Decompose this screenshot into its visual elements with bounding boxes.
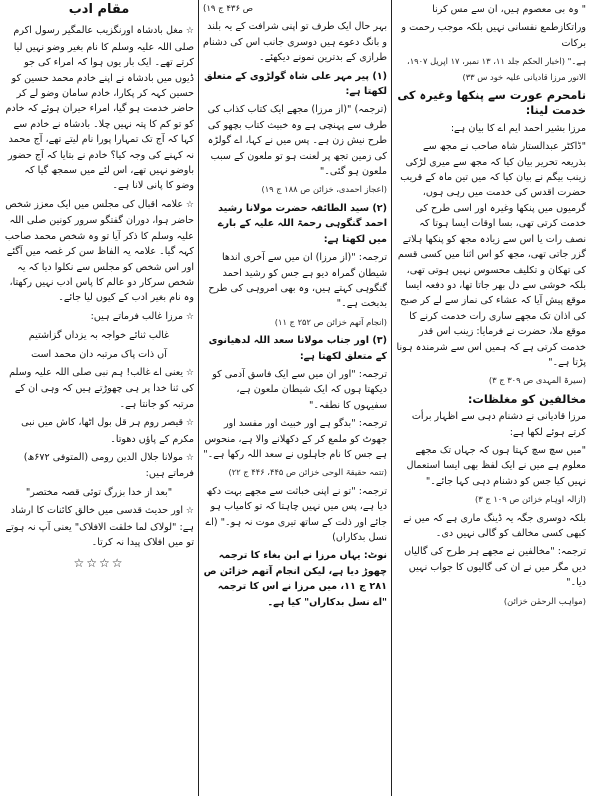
note: نوٹ: یہاں مرزا نے ابن بغاء کا ترجمہ چھوڑ دیا ہے، لیکن انجام آتھم خزائن ص ۲۸۱ ج ۱۱، میں مرزا نے اس کا ترجمہ "اے نسل بدکاراں" کیا ہے۔ <box>203 550 387 608</box>
paragraph: (ترجمہ) "(از مرزا) مجھے ایک کتاب کذاب کی طرف سے پہنچی ہے وہ خبیث کتاب بچھو کی طرح نیش زن ہے۔ پس میں نے کہا، اے گولڑہ کی زمین تجھ پر لعنت ہو تو ملعون کے سبب ملعون ہو گئی۔" <box>207 104 387 178</box>
reference: (اعجاز احمدی، خزائن ص ۱۸۸ ج ۱۹) <box>261 184 387 195</box>
verse-line: "بعد از خدا بزرگ توئی قصہ مختصر" <box>25 486 173 498</box>
decorative-stars: ☆☆☆☆ <box>73 556 125 571</box>
item-text: مرزا غالب فرماتے ہیں: <box>90 310 184 322</box>
section-heading: مخالفین کو مغلظات: <box>467 391 586 406</box>
item-text: علامہ اقبال کی مجلس میں ایک معزز شخص حاضر ہوا، دوران گفتگو سرور کونین صلی اللہ علیہ وسلم کا ذکر آیا تو وہ شخص محمد صاحب کہہ گیا۔ علامہ یہ الفاظ سن کر غصہ میں آگئے اور اس شخص کو مجلس سے نکلوا دیا کہ یہ شخص سرکار دو عالم کا پاس ادب نہیں رکھتا، وہ نام بغیر ادب کے کیوں لیا جائے۔ <box>4 198 194 304</box>
star-icon: ☆ <box>183 199 194 210</box>
verse-line: غالب ثنائے خواجہ بہ یزداں گزاشتیم <box>28 330 170 342</box>
item-text: اور حدیث قدسی میں خالق کائنات کا ارشاد ہے: "لولاک لما خلقت الافلاک" یعنی آپ نہ ہوتے تو میں افلاک پیدا نہ کرتا۔ <box>5 505 194 548</box>
star-icon: ☆ <box>183 418 194 429</box>
item-text: یعنی اے غالب! ہم نبی صلی اللہ علیہ وسلم کی ثنا خدا پر ہی چھوڑتے ہیں کہ وہی ان کے مرتبہ کو جانتا ہے۔ <box>9 366 194 410</box>
verse-line: آں ذات پاک مرتبہ دان محمد است <box>31 348 167 360</box>
reference: ص ۴۳۶ ج ۱۹) <box>203 4 254 14</box>
list-item: (۱) پیر مہر علی شاہ گولڑوی کے متعلق لکھتا ہے: <box>204 70 387 98</box>
star-icon: ☆ <box>183 311 194 322</box>
paragraph: مرزا بشیر احمد ایم اے کا بیان ہے: <box>450 122 586 134</box>
paragraph: ترجمہ: "اور ان میں سے ایک فاسق آدمی کو دیکھتا ہوں کہ ایک شیطان ملعون ہے، سفیہوں کا نطفہ۔" <box>212 368 387 411</box>
star-icon: ☆ <box>183 26 194 37</box>
paragraph: ترجمہ: "مخالفین نے مجھے ہر طرح کی گالیاں دیں مگر میں نے ان کی گالیوں کا جواب نہیں دیا۔" <box>404 546 586 589</box>
reference: (انجام آتھم خزائن ص ۲۵۲ ج ۱۱) <box>274 316 387 327</box>
list-item <box>4 309 194 325</box>
star-icon: ☆ <box>183 506 194 517</box>
reference: (سیرۃ المہدی ص ۳۰۹ ج ۳) <box>488 375 586 386</box>
item-text: مولانا جلال الدین رومی (المتوفی ۶۷۲ھ) فرماتے ہیں: <box>23 451 194 480</box>
star-icon: ☆ <box>183 367 194 378</box>
paragraph: "ڈاکٹر عبدالستار شاہ صاحب نے مجھ سے بذریعہ تحریر بیان کیا کہ مجھ سے میری لڑکی زینب بیگم نے بیان کیا کہ میں تین ماہ کے قریب حضرت اقدس کی خدمت میں رہی ہوں، گرمیوں میں پنکھا وغیرہ اور اسی طرح کی خدمت کرتی تھی، بسا اوقات ایسا ہوتا کہ نصف رات یا اس سے زیادہ مجھ کو پنکھا ہلاتے گزر جاتی تھی، مجھ کو اس اثنا میں کسی قسم کی تھکان و تکلیف محسوس نہیں ہوتی تھی، بلکہ خوشی سے دل بھر جاتا تھا، دو دفعہ ایسا موقع پیش آیا کہ عشاء کی نماز سے لے کر صبح کی اذان تک مجھے ساری رات خدمت کرنے کا موقع ملا، حضرت نے فرمایا: زینب اس قدر خدمت کرتی ہے کہ ہمیں اس سے شرمندہ ہونا پڑتا ہے۔" <box>396 141 586 368</box>
paragraph: ترجمہ: "بدگو ہے اور خبیث اور مفسد اور جھوٹ کو ملمع کر کے دکھلانے والا ہے، منحوس ہے جس کا نام جاہلوں نے سعد اللہ رکھا ہے۔" <box>203 418 387 460</box>
column-title: مقام ادب <box>68 2 130 17</box>
item-text: مغل بادشاہ اورنگزیب عالمگیر رسول اکرم صلی اللہ علیہ وسلم کا نام بغیر وضو نہیں لیا کرتے تھے۔ ایک بار یوں ہوا کہ امراء کی جو ڈیوں میں بادشاہ نے اپنے خادم محمد حسین کو حسین کہہ کر پکارا، خادم سامان وضو لے کر حاضر خدمت ہو گیا، امراء حیران ہوئے کہ خادم کو تو کم کا پتہ نہیں چلا۔ بادشاہ نے خادم سے کہا کہ آج تک تمہارا پورا نام لیتے تھے، آج محمد نہ کہنے کی وجہ کیا؟ خادم نے بتایا کہ آج حضور باوضو نہیں تھے، اس لئے میں سمجھ گیا کہ وضو کا پانی لانا ہے۔ <box>5 25 194 192</box>
quote-line: " وہ بی معصوم ہیں، ان سے مس کرنا <box>432 4 586 15</box>
list-item <box>4 23 194 193</box>
paragraph: مرزا قادیانی نے دشنام دہی سے اظہار برأت کرتے ہوئے لکھا ہے: <box>411 411 586 438</box>
reference: ہے۔" (اخبار الحکم جلد ۱۱، ۱۳ نمبر، ۱۷ اپریل ۱۹۰۷، الانور مرزا قادیانی علیہ خود س ۳۳) <box>407 56 586 82</box>
item-text: قیصر روم ہر قل بول اٹھا، کاش میں نبی مکرم کے پاؤں دھوتا۔ <box>21 417 194 445</box>
paragraph: بلکہ دوسری جگہ یہ ڈینگ ماری ہے کہ میں نے کبھی کسی مخالف کو گالی نہیں دی۔ <box>403 512 586 539</box>
list-item: (۲) سید الطائفہ حضرت مولانا رشید احمد گنگوہی رحمۃ اللہ علیہ کے بارے میں لکھتا ہے: <box>217 202 387 245</box>
paragraph: بہر حال ایک طرف تو اپنی شرافت کے یہ بلند و بانگ دعوے ہیں دوسری جانب اس کی دشنام طرازی کے بدترین نمونے دیکھئے۔ <box>203 21 387 64</box>
paragraph: ترجمہ: "تو نے اپنی خباثت سے مجھے بہت دکھ دیا ہے، پس میں نہیں چاہتا کہ تو کامیاب ہو جائے اور ذلت کے ساتھ تیری موت نہ ہو۔" (اے نسل بدکاراں) <box>205 485 387 543</box>
left-column <box>0 0 198 796</box>
list-item <box>4 365 194 412</box>
right-column <box>392 0 590 796</box>
reference: (ازالہ اوہام خزائن ص ۱۰۹ ج ۳) <box>474 494 586 505</box>
paragraph: "میں سچ سچ کہتا ہوں کہ جہاں تک مجھے معلوم ہے میں نے ایک لفظ بھی ایسا استعمال نہیں کیا جس کو دشنام دہی کہا جائے۔" <box>406 444 586 487</box>
reference: (مواہب الرحمٰن خزائن) <box>503 595 586 606</box>
list-item <box>4 197 194 306</box>
reference: (تتمہ حقیقۃ الوحی خزائن ص ۴۴۵، ۴۴۶ ج ۲۲) <box>228 467 387 478</box>
list-item <box>4 415 194 447</box>
list-item <box>4 503 194 550</box>
middle-column <box>198 0 392 796</box>
section-heading: نامحرم عورت سے پنکھا وغیرہ کی خدمت لینا: <box>397 88 586 118</box>
star-icon: ☆ <box>183 452 194 463</box>
paragraph: ترجمہ: "(از مرزا) ان میں سے آخری اندھا شیطان گمراہ دیو ہے جس کو رشید احمد گنگوہی کہتے ہیں، وہ بھی امروہی کی طرح بدبخت ہے۔" <box>208 252 387 310</box>
quote-line: وراتکازطمع نفسانی نہیں بلکہ موجب رحمت و برکات <box>401 22 586 49</box>
list-item: (۳) اور جناب مولانا سعد اللہ لدھیانوی کے متعلق لکھتا ہے: <box>208 335 387 362</box>
list-item <box>4 450 194 482</box>
